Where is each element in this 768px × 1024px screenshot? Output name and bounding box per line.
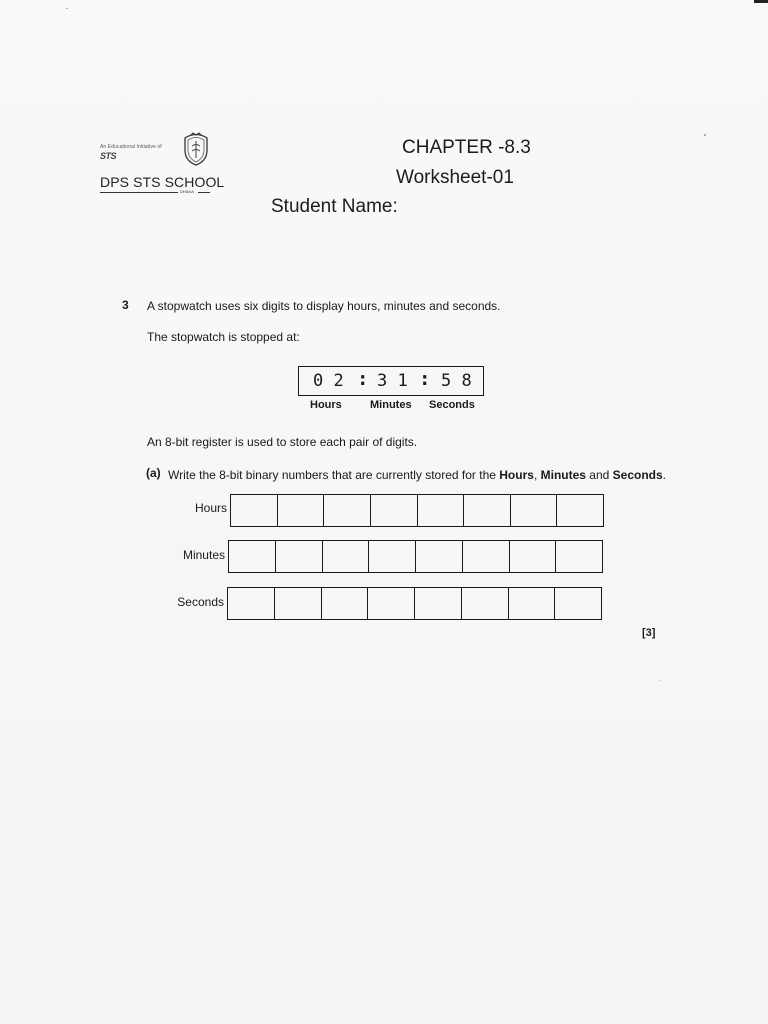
- part-a-instruction: [168, 468, 666, 482]
- worksheet-title: Worksheet-01: [396, 167, 514, 188]
- binary-cell[interactable]: [369, 541, 416, 572]
- scan-speck: [704, 134, 706, 136]
- part-a-period: .: [662, 468, 667, 482]
- grid-label-hours: Hours: [194, 501, 227, 515]
- binary-cell[interactable]: [555, 588, 601, 619]
- question-number: 3: [122, 298, 129, 312]
- stopwatch-colon-1: :: [357, 368, 369, 390]
- grid-label-minutes: Minutes: [182, 548, 225, 562]
- marks-indicator: [3]: [642, 627, 656, 639]
- scan-speck: [660, 680, 661, 681]
- binary-cell[interactable]: [276, 541, 323, 572]
- logo-divider: [100, 192, 178, 193]
- binary-cell[interactable]: [322, 588, 369, 619]
- binary-cell[interactable]: [323, 541, 370, 572]
- binary-cell[interactable]: [415, 588, 462, 619]
- stopwatch-colon-2: :: [419, 368, 431, 390]
- part-a-comma: ,: [533, 468, 541, 482]
- scan-corner-mark: [754, 0, 768, 3]
- school-city: DHAKA: [180, 189, 194, 194]
- part-a-seconds: Seconds: [612, 468, 663, 482]
- part-a-minutes: Minutes: [540, 468, 586, 482]
- label-seconds: Seconds: [429, 399, 475, 411]
- label-hours: Hours: [310, 399, 342, 411]
- binary-cell[interactable]: [511, 495, 558, 526]
- stopwatch-seconds: 5 8: [441, 371, 472, 391]
- part-a-hours: Hours: [499, 468, 534, 482]
- stopwatch-display: [298, 366, 484, 396]
- binary-cell[interactable]: [464, 495, 511, 526]
- seconds-binary-grid: [227, 587, 602, 620]
- school-name: DPS STS SCHOOL: [100, 174, 225, 190]
- part-a-text-prefix: Write the 8-bit binary numbers that are currently stored for the: [168, 468, 500, 482]
- stopwatch-labels: [296, 399, 496, 415]
- question-intro: A stopwatch uses six digits to display hours, minutes and seconds.: [147, 299, 501, 313]
- binary-cell[interactable]: [509, 588, 556, 619]
- binary-cell[interactable]: [371, 495, 418, 526]
- part-a-and: and: [585, 468, 613, 482]
- school-logo: [100, 132, 225, 198]
- binary-cell[interactable]: [557, 495, 603, 526]
- minutes-binary-grid: [228, 540, 603, 573]
- binary-cell[interactable]: [462, 588, 509, 619]
- student-name-label: Student Name:: [271, 196, 398, 217]
- binary-cell[interactable]: [418, 495, 465, 526]
- logo-tagline: An Educational Initiative of: [100, 144, 162, 150]
- binary-cell[interactable]: [229, 541, 276, 572]
- logo-mark: STS: [100, 151, 117, 161]
- school-crest-icon: [182, 132, 210, 166]
- register-note: An 8-bit register is used to store each pair of digits.: [147, 435, 418, 449]
- question-stopped-text: The stopwatch is stopped at:: [147, 330, 300, 344]
- binary-cell[interactable]: [278, 495, 325, 526]
- stopwatch-minutes: 3 1: [377, 371, 408, 391]
- binary-cell[interactable]: [556, 541, 602, 572]
- binary-cell[interactable]: [231, 495, 278, 526]
- scan-speck: [66, 8, 68, 9]
- binary-cell[interactable]: [368, 588, 415, 619]
- chapter-title: CHAPTER -8.3: [402, 137, 531, 158]
- logo-divider-right: [198, 192, 210, 193]
- binary-cell[interactable]: [324, 495, 371, 526]
- part-a-label: (a): [146, 466, 161, 480]
- binary-cell[interactable]: [416, 541, 463, 572]
- binary-cell[interactable]: [228, 588, 275, 619]
- binary-cell[interactable]: [463, 541, 510, 572]
- hours-binary-grid: [230, 494, 604, 527]
- binary-cell[interactable]: [510, 541, 557, 572]
- binary-cell[interactable]: [275, 588, 322, 619]
- stopwatch-hours: 0 2: [313, 371, 344, 391]
- label-minutes: Minutes: [370, 399, 412, 411]
- grid-label-seconds: Seconds: [177, 595, 224, 609]
